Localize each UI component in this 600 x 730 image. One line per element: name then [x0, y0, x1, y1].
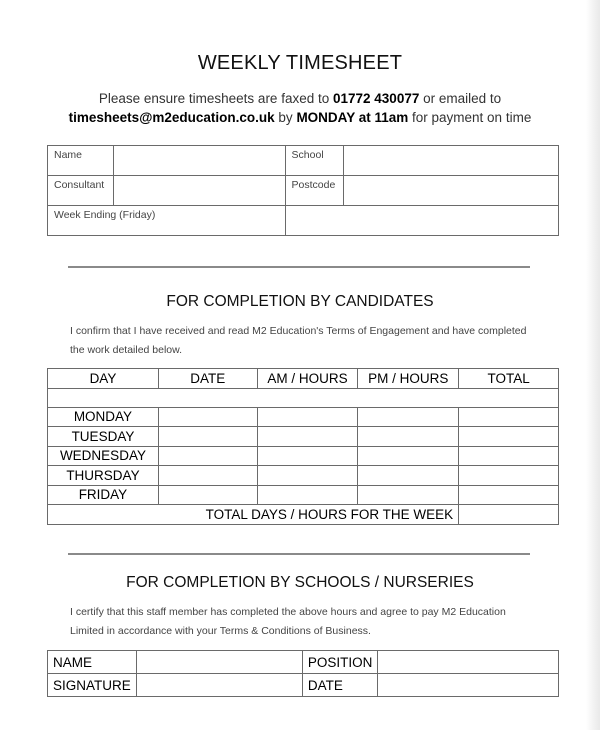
pm-hours-cell[interactable]: [358, 485, 459, 505]
candidates-heading: FOR COMPLETION BY CANDIDATES: [166, 293, 434, 310]
total-week-label: TOTAL DAYS / HOURS FOR THE WEEK: [48, 505, 459, 525]
spacer-row: [48, 388, 559, 407]
table-row: [48, 651, 559, 674]
day-friday: FRIDAY: [48, 485, 159, 505]
school-label: School: [285, 146, 343, 176]
header-row: [48, 369, 559, 389]
schools-heading: FOR COMPLETION BY SCHOOLS / NURSERIES: [126, 574, 474, 591]
table-row: [48, 206, 559, 236]
signature-field[interactable]: [136, 674, 302, 697]
consultant-label: Consultant: [48, 176, 114, 206]
date-field[interactable]: [378, 674, 559, 697]
pm-hours-cell[interactable]: [358, 427, 459, 447]
am-hours-cell[interactable]: [257, 407, 358, 427]
column-header-pm-hours: PM / HOURS: [358, 369, 459, 389]
name-field[interactable]: [113, 146, 285, 176]
day-thursday: THURSDAY: [48, 466, 159, 486]
column-header-am-hours: AM / HOURS: [257, 369, 358, 389]
school-name-label: NAME: [48, 651, 137, 674]
hours-table: [47, 368, 559, 525]
details-table: [47, 145, 559, 236]
intro-prefix: Please ensure timesheets are faxed to: [98, 91, 330, 106]
date-cell[interactable]: [158, 427, 257, 447]
total-cell[interactable]: [459, 466, 559, 486]
pm-hours-cell[interactable]: [358, 466, 459, 486]
table-row: [48, 146, 559, 176]
position-label: POSITION: [302, 651, 378, 674]
total-cell[interactable]: [459, 427, 559, 447]
table-row: [48, 407, 559, 427]
school-field[interactable]: [343, 146, 558, 176]
intro-suffix: for payment on time: [412, 110, 532, 125]
week-ending-field[interactable]: [285, 206, 558, 236]
day-monday: MONDAY: [48, 407, 159, 427]
column-header-date: DATE: [158, 369, 257, 389]
day-wednesday: WEDNESDAY: [48, 446, 159, 466]
date-cell[interactable]: [158, 466, 257, 486]
fax-number: 01772 430077: [333, 91, 420, 106]
am-hours-cell[interactable]: [257, 446, 358, 466]
pm-hours-cell[interactable]: [358, 446, 459, 466]
total-row: [48, 505, 559, 525]
divider: [68, 266, 530, 268]
column-header-total: TOTAL: [459, 369, 559, 389]
table-row: [48, 446, 559, 466]
spacer-cell: [48, 388, 559, 407]
date-cell[interactable]: [158, 446, 257, 466]
candidates-statement: I confirm that I have received and read M2 Education's Terms of Engagement and have completed the work detailed below.: [70, 325, 527, 356]
signature-label: SIGNATURE: [48, 674, 137, 697]
week-ending-label: Week Ending (Friday): [48, 206, 286, 236]
authorisation-table: [47, 650, 559, 697]
total-cell[interactable]: [459, 407, 559, 427]
table-row: [48, 674, 559, 697]
date-cell[interactable]: [158, 407, 257, 427]
deadline: MONDAY at 11am: [296, 110, 409, 125]
day-tuesday: TUESDAY: [48, 427, 159, 447]
intro-by: by: [278, 110, 293, 125]
total-cell[interactable]: [459, 485, 559, 505]
intro-middle: or emailed to: [423, 91, 502, 106]
pm-hours-cell[interactable]: [358, 407, 459, 427]
postcode-field[interactable]: [343, 176, 558, 206]
school-name-field[interactable]: [136, 651, 302, 674]
table-row: [48, 427, 559, 447]
date-cell[interactable]: [158, 485, 257, 505]
total-cell[interactable]: [459, 446, 559, 466]
week-total-cell[interactable]: [459, 505, 559, 525]
am-hours-cell[interactable]: [257, 427, 358, 447]
page-title: WEEKLY TIMESHEET: [197, 52, 403, 74]
column-header-day: DAY: [48, 369, 159, 389]
intro-line-2: [0, 110, 600, 125]
email-address: timesheets@m2education.co.uk: [68, 110, 275, 125]
position-field[interactable]: [378, 651, 559, 674]
table-row: [48, 485, 559, 505]
consultant-field[interactable]: [113, 176, 285, 206]
date-label: DATE: [302, 674, 378, 697]
name-label: Name: [48, 146, 114, 176]
divider: [68, 553, 530, 555]
am-hours-cell[interactable]: [257, 466, 358, 486]
am-hours-cell[interactable]: [257, 485, 358, 505]
intro-line-1: [0, 91, 600, 106]
table-row: [48, 466, 559, 486]
postcode-label: Postcode: [285, 176, 343, 206]
table-row: [48, 176, 559, 206]
schools-statement: I certify that this staff member has completed the above hours and agree to pay M2 Education Limited in accordance with your Terms & Conditions of Business.: [70, 606, 506, 637]
